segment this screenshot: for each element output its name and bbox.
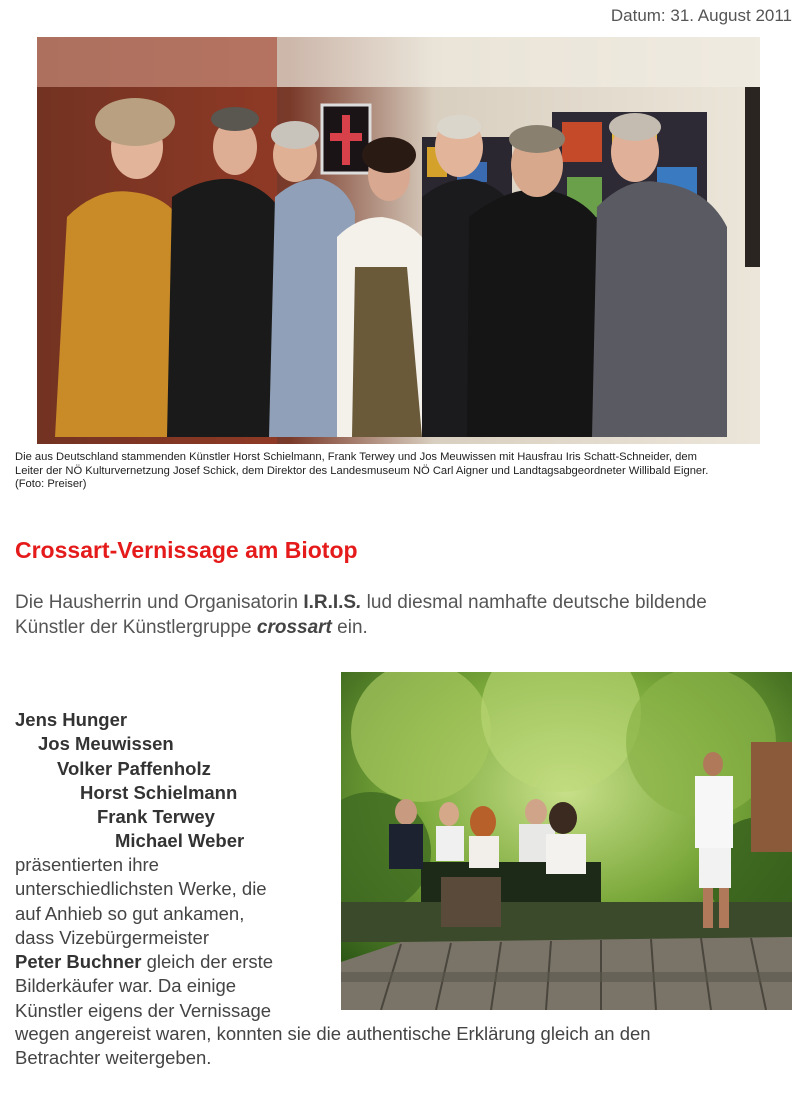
photo-caption [15,451,785,492]
artist-name: Jens Hunger [15,709,128,730]
body-line: Betrachter weitergeben. [15,1047,212,1069]
group-photo [37,37,760,444]
photo-credit: (Foto: Preiser) [15,478,87,490]
body-line: auf Anhieb so gut ankamen, [15,902,245,924]
vice-mayor-name: Peter Buchner [15,951,142,973]
article-headline: Crossart-Vernissage am Biotop [15,537,358,563]
article-date: Datum: 31. August 2011 [610,6,792,25]
caption-line: Die aus Deutschland stammenden Künstler Horst Schielmann, Frank Terwey und Jos Meuwissen mit Hausfrau Iris Schatt-Schneider, dem [15,451,697,463]
body-line: präsentierten ihre [15,854,159,875]
caption-line: Leiter der NÖ Kulturvernetzung Josef Schick, dem Direktor des Landesmuseum NÖ Carl Aigner und Landtagsabgeordneter Willibald Eigner. [15,464,709,477]
artist-name: Frank Terwey [97,806,215,828]
body-line: wegen angereist waren, konnten sie die authentische Erklärung gleich an den [15,1023,651,1044]
body-line: dass Vizebürgermeister [15,926,209,948]
intro-org-name: I.R.I.S. [303,592,362,613]
article-body-continued [15,1022,805,1071]
intro-text: lud diesmal namhafte deutsche bildende [361,592,707,613]
article-body [15,853,335,1023]
intro-text: Die Hausherrin und Organisatorin [15,592,304,613]
body-line: Künstler eigens der Vernissage [15,999,272,1021]
intro-text: Künstler der Künstlergruppe [15,617,257,638]
artist-name: Volker Paffenholz [57,757,211,779]
artist-name: Michael Weber [115,830,245,852]
body-line: Bilderkäufer war. Da einige [15,975,237,997]
article-intro [15,590,805,640]
intro-text: ein. [331,617,368,638]
intro-group-name: crossart [256,617,332,638]
body-line: unterschiedlichsten Werke, die [15,878,267,900]
artist-list [15,708,244,854]
garden-event-photo [341,672,792,1010]
artist-name: Horst Schielmann [80,781,238,803]
artist-name: Jos Meuwissen [38,733,174,755]
body-line: gleich der erste [141,951,274,973]
